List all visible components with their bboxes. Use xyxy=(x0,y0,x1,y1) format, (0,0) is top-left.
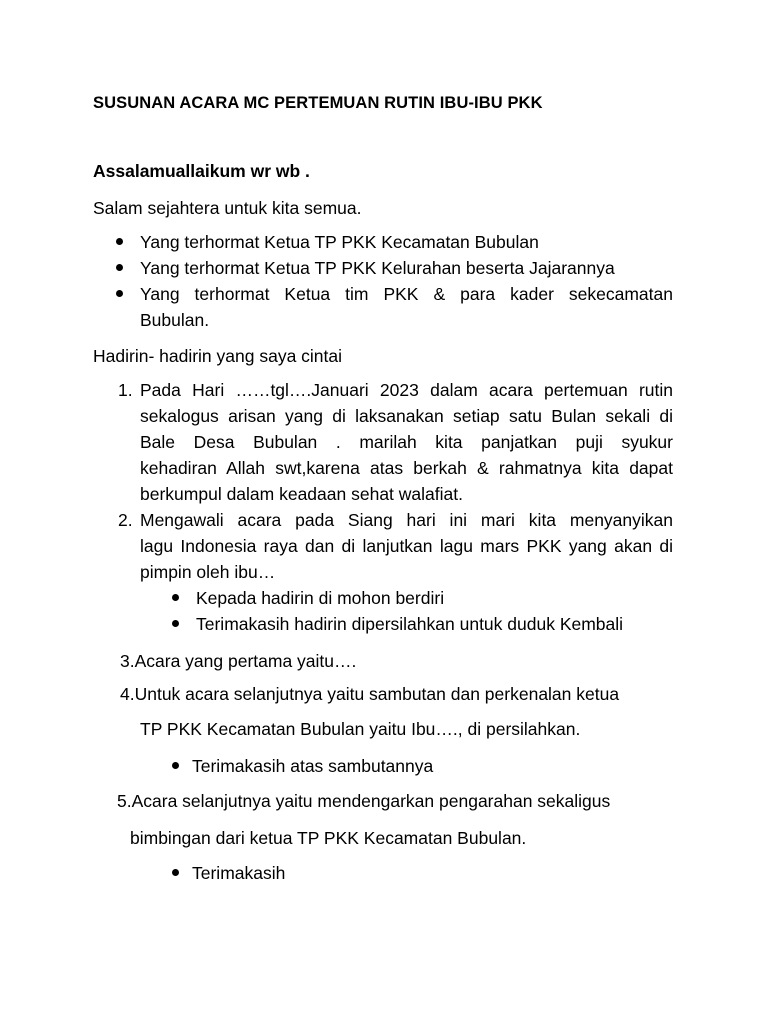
greeting: Assalamuallaikum wr wb . xyxy=(93,161,310,181)
item3-line: 3.Acara yang pertama yaitu…. xyxy=(120,651,357,671)
item4-line: TP PKK Kecamatan Bubulan yaitu Ibu…., di persilahkan. xyxy=(140,719,581,739)
item2-line: pimpin oleh ibu… xyxy=(140,562,276,582)
sub-bullet-item: Terimakasih hadirin dipersilahkan untuk duduk Kembali xyxy=(196,614,624,634)
honor-item-continued: Bubulan. xyxy=(140,310,210,330)
bullet-icon xyxy=(172,762,179,769)
item5-line: bimbingan dari ketua TP PKK Kecamatan Bubulan. xyxy=(130,828,527,848)
sub-bullet-item: Terimakasih xyxy=(192,863,286,883)
bullet-icon xyxy=(116,290,123,297)
honor-item: Yang terhormat Ketua tim PKK & para kader sekecamatan xyxy=(140,284,673,304)
salam-line: Salam sejahtera untuk kita semua. xyxy=(93,198,362,218)
item1-line: Bale Desa Bubulan . marilah kita panjatkan puji syukur xyxy=(140,432,673,452)
bullet-icon xyxy=(172,620,179,627)
honor-item: Yang terhormat Ketua TP PKK Kecamatan Bubulan xyxy=(140,232,539,252)
hadirin-line: Hadirin- hadirin yang saya cintai xyxy=(93,346,343,366)
sub-bullet-item: Terimakasih atas sambutannya xyxy=(192,756,434,776)
sub-bullet-item: Kepada hadirin di mohon berdiri xyxy=(196,588,445,608)
item1-line: Pada Hari ……tgl….Januari 2023 dalam acara pertemuan rutin xyxy=(140,380,673,400)
bullet-icon xyxy=(172,594,179,601)
item-number: 1. xyxy=(118,380,133,400)
item1-line: sekalogus arisan yang di laksanakan setiap satu Bulan sekali di xyxy=(140,406,673,426)
document-title: SUSUNAN ACARA MC PERTEMUAN RUTIN IBU-IBU PKK xyxy=(93,94,543,112)
item2-line: Mengawali acara pada Siang hari ini mari kita menyanyikan xyxy=(140,510,673,530)
bullet-icon xyxy=(116,238,123,245)
bullet-icon xyxy=(116,264,123,271)
item-number: 2. xyxy=(118,510,133,530)
honor-item: Yang terhormat Ketua TP PKK Kelurahan beserta Jajarannya xyxy=(140,258,615,278)
item2-line: lagu Indonesia raya dan di lanjutkan lagu mars PKK yang akan di xyxy=(140,536,673,556)
item1-line: berkumpul dalam keadaan sehat walafiat. xyxy=(140,484,463,504)
item4-line: 4.Untuk acara selanjutnya yaitu sambutan dan perkenalan ketua xyxy=(120,684,620,704)
item5-line: 5.Acara selanjutnya yaitu mendengarkan pengarahan sekaligus xyxy=(117,791,611,811)
bullet-icon xyxy=(172,869,179,876)
item1-line: kehadiran Allah swt,karena atas berkah & rahmatnya kita dapat xyxy=(140,458,673,478)
